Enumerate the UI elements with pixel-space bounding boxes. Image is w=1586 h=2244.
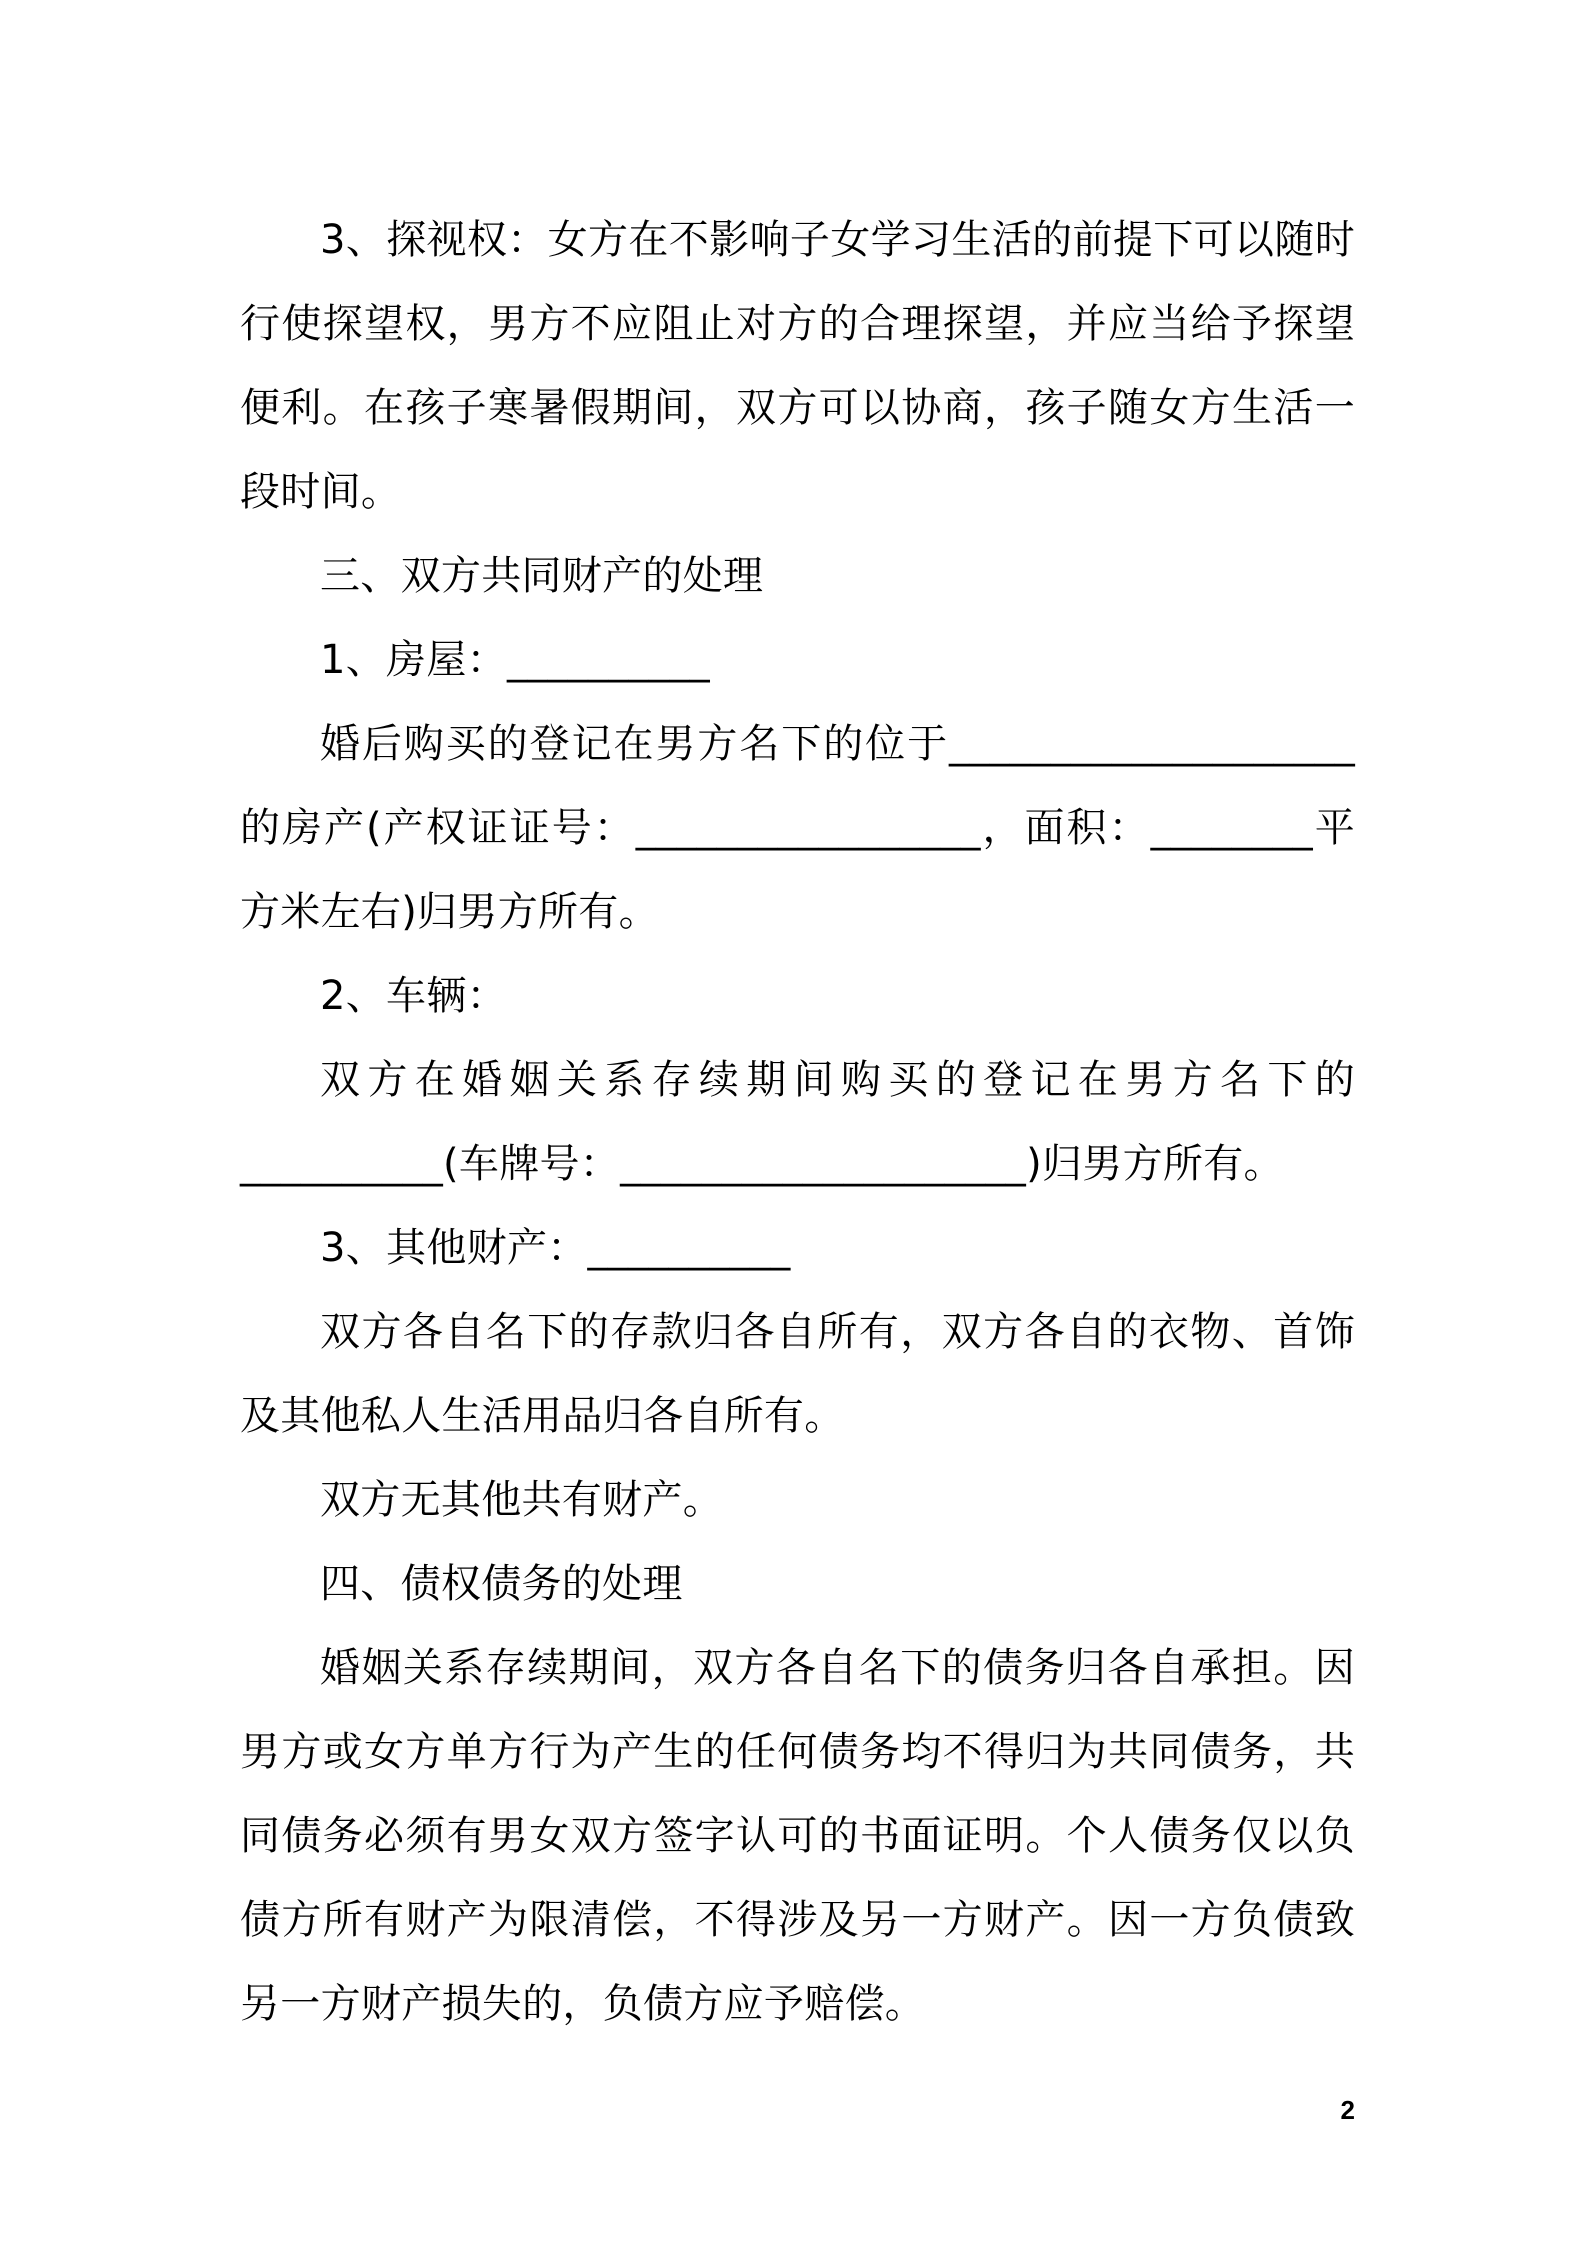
paragraph-debts: 婚姻关系存续期间，双方各自名下的债务归各自承担。因男方或女方单方行为产生的任何债务均不得归为共同债务，共同债务必须有男女双方签字认可的书面证明。个人债务仅以负债方所有财产为限清偿，不得涉及另一方财产。因一方负债致另一方财产损失的，负债方应予赔偿。 (240, 1645, 1355, 2027)
paragraph-other-property: 双方各自名下的存款归各自所有，双方各自的衣物、首饰及其他私人生活用品归各自所有。 (240, 1309, 1355, 1439)
paragraph-vehicle-line-1: 双方在婚姻关系存续期间购买的登记在男方名下的 (320, 1057, 1355, 1103)
item-heading-vehicle: 2、车辆： (320, 973, 507, 1019)
section-heading-debts: 四、债权债务的处理 (320, 1561, 683, 1607)
paragraph-visitation-rights: 3、探视权：女方在不影响子女学习生活的前提下可以随时行使探望权，男方不应阻止对方的合理探望，并应当给予探望便利。在孩子寒暑假期间，双方可以协商，孩子随女方生活一段时间。 (240, 217, 1355, 515)
paragraph-house: 婚后购买的登记在男方名下的位于____________________的房产(产权证证号：_________________，面积：________平方米左右)归男方所有。 (240, 721, 1355, 935)
item-heading-other-property: 3、其他财产：__________ (320, 1225, 791, 1271)
document-body (240, 198, 1355, 2046)
item-heading-house: 1、房屋：__________ (320, 637, 710, 683)
page-number: 2 (1340, 2095, 1355, 2125)
paragraph-no-other-property: 双方无其他共有财产。 (320, 1477, 723, 1523)
section-heading-joint-property: 三、双方共同财产的处理 (320, 553, 764, 599)
paragraph-vehicle-line-2: __________(车牌号：____________________)归男方所有。 (240, 1141, 1284, 1187)
